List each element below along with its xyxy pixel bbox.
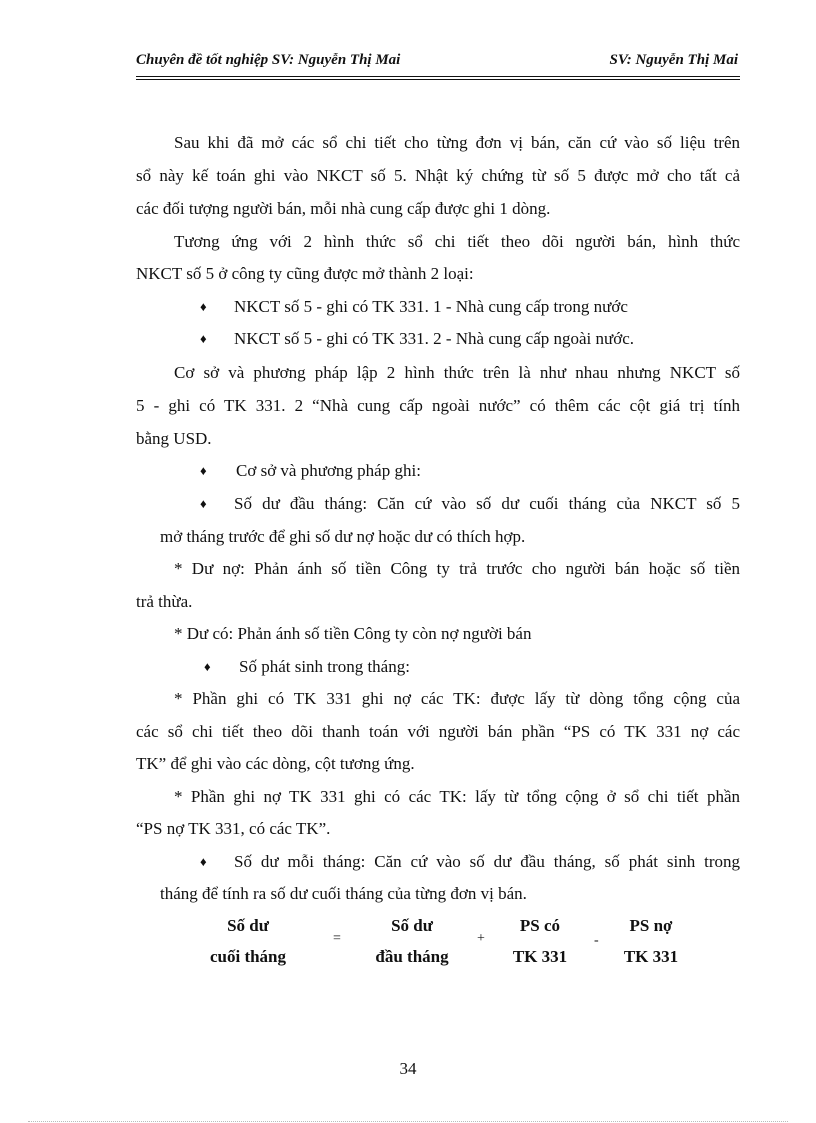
bullet-item: Số phát sinh trong tháng: xyxy=(239,657,410,676)
page-header xyxy=(136,50,740,74)
header-rule-top xyxy=(136,76,740,77)
bullet-icon: ♦ xyxy=(200,463,207,478)
paragraph-line: tháng để tính ra số dư cuối tháng của từng đơn vị bán. xyxy=(160,884,527,903)
formula-term-closing-2: cuối tháng xyxy=(209,947,287,966)
header-left-text: Chuyên đề tốt nghiệp SV: Nguyễn Thị Mai xyxy=(136,52,401,68)
formula-term-credit-1: PS có xyxy=(519,916,561,935)
paragraph-line: * Dư nợ: Phản ánh số tiền Công ty trả trước cho người bán hoặc số tiền xyxy=(174,559,740,578)
paragraph-line: các đối tượng người bán, mỗi nhà cung cấp được ghi 1 dòng. xyxy=(136,199,551,218)
paragraph-line: * Dư có: Phản ánh số tiền Công ty còn nợ người bán xyxy=(174,624,532,643)
header-rule-bottom xyxy=(136,79,740,80)
paragraph-line: Sau khi đã mở các sổ chi tiết cho từng đơn vị bán, căn cứ vào số liệu trên xyxy=(174,133,740,152)
formula-equals: = xyxy=(333,931,341,946)
formula-plus: + xyxy=(477,931,485,946)
bullet-icon: ♦ xyxy=(204,659,211,674)
formula-term-opening-2: đầu tháng xyxy=(375,947,449,966)
formula-term-closing-1: Số dư xyxy=(227,916,269,935)
bullet-icon: ♦ xyxy=(200,299,207,314)
bullet-item: Cơ sở và phương pháp ghi: xyxy=(236,461,421,480)
paragraph-line: * Phần ghi nợ TK 331 ghi có các TK: lấy từ tổng cộng ở sổ chi tiết phần xyxy=(174,787,740,806)
formula-term-opening-1: Số dư xyxy=(391,916,433,935)
bullet-item: Số dư đầu tháng: Căn cứ vào số dư cuối tháng của NKCT số 5 xyxy=(234,494,740,513)
formula-term-debit-2: TK 331 xyxy=(623,947,679,966)
paragraph-line: Cơ sở và phương pháp lập 2 hình thức trên là như nhau nhưng NKCT số xyxy=(174,363,740,382)
paragraph-line: * Phần ghi có TK 331 ghi nợ các TK: được lấy từ dòng tổng cộng của xyxy=(174,689,740,708)
paragraph-line: NKCT số 5 ở công ty cũng được mở thành 2 loại: xyxy=(136,264,474,283)
paragraph-line: mở tháng trước để ghi số dư nợ hoặc dư có thích hợp. xyxy=(160,527,526,546)
bullet-item: NKCT số 5 - ghi có TK 331. 1 - Nhà cung cấp trong nước xyxy=(234,297,628,316)
paragraph-line: trả thừa. xyxy=(136,592,193,611)
formula-term-debit-1: PS nợ xyxy=(629,916,673,935)
bullet-icon: ♦ xyxy=(200,331,207,346)
page-number: 34 xyxy=(399,1059,417,1078)
paragraph-line: “PS nợ TK 331, có các TK”. xyxy=(136,819,331,838)
paragraph-line: sổ này kế toán ghi vào NKCT số 5. Nhật ký chứng từ số 5 được mở cho tất cả xyxy=(136,166,740,185)
bullet-icon: ♦ xyxy=(200,854,207,869)
bullet-item: NKCT số 5 - ghi có TK 331. 2 - Nhà cung cấp ngoài nước. xyxy=(234,329,635,348)
paragraph-line: các sổ chi tiết theo dõi thanh toán với người bán phần “PS có TK 331 nợ các xyxy=(136,722,740,741)
paragraph-line: Tương ứng với 2 hình thức sổ chi tiết theo dõi người bán, hình thức xyxy=(174,232,740,251)
paragraph-line: TK” để ghi vào các dòng, cột tương ứng. xyxy=(136,754,415,773)
bullet-icon: ♦ xyxy=(200,496,207,511)
formula-minus: - xyxy=(594,933,599,948)
bullet-item: Số dư mỗi tháng: Căn cứ vào số dư đầu tháng, số phát sinh trong xyxy=(234,852,740,871)
formula-term-credit-2: TK 331 xyxy=(512,947,568,966)
paragraph-line: 5 - ghi có TK 331. 2 “Nhà cung cấp ngoài nước” có thêm các cột giá trị tính xyxy=(136,396,740,415)
page-bottom-border xyxy=(28,1121,788,1122)
header-right-text: SV: Nguyễn Thị Mai xyxy=(609,52,738,68)
paragraph-line: bằng USD. xyxy=(136,429,212,448)
